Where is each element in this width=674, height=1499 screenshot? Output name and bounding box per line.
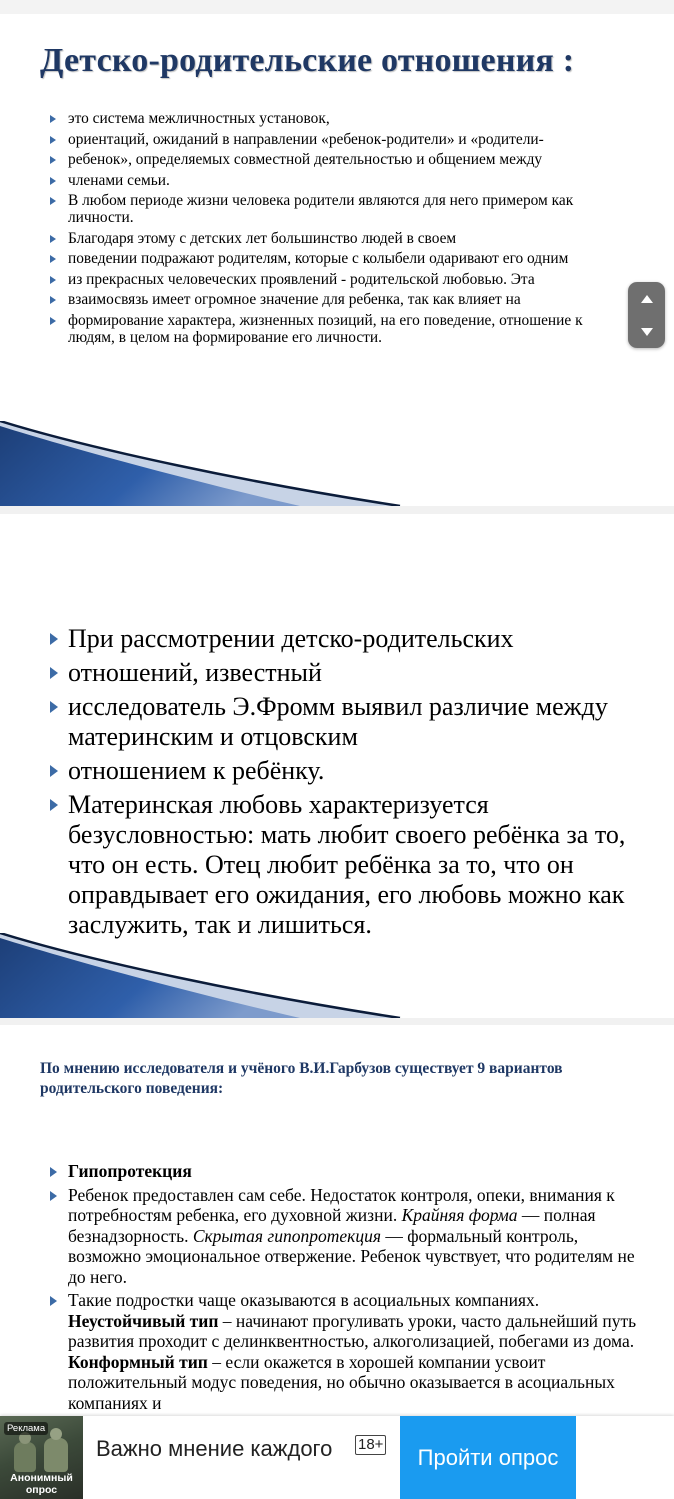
slide-2 [0,514,674,1018]
italic-term: Скрытая гипопротекция [192,1225,381,1246]
bullet-item: это система межличностных установок, [46,110,631,127]
slide-1 [0,14,674,506]
bullet-item: членами семьи. [46,172,631,189]
ad-figure [14,1442,36,1472]
text-run: — полная безнадзорность. [68,1205,596,1246]
scroll-down-button[interactable] [628,315,665,348]
arrow-up-icon [641,295,653,303]
scroll-controls [628,282,665,348]
bullet-item: взаимосвязь имеет огромное значение для ребенка, так как влияет на [46,291,631,308]
text-run: Такие подростки чаще оказываются в асоциальных компаниях. [68,1290,540,1310]
ad-banner[interactable] [0,1416,674,1499]
italic-term: Крайняя форма [401,1205,518,1225]
bullet-item: формирование характера, жизненных позиций, на его поведение, отношение к людям, в целом на формирование его личности. [46,312,631,346]
take-survey-button[interactable]: Пройти опрос [400,1416,576,1499]
arrow-down-icon [641,328,653,336]
slide-3-bullet-list [46,1161,646,1416]
text-run: — формальный контроль, возможно эмоциональное отвержение. Ребенок чувствует, что родителям не до него. [68,1225,635,1287]
ad-text: Важно мнение каждого [96,1436,333,1461]
slide-1-bullet-list [46,110,631,349]
bold-term: Неустойчивый тип [68,1310,219,1331]
bullet-item: отношением к ребёнку. [46,756,656,786]
text-run: Ребенок предоставлен сам себе. Недостаток контроля, опеки, внимания к потребностям ребенка, его духовной жизни. [68,1184,615,1225]
bullet-item: отношений, известный [46,658,656,688]
bullet-item [46,1161,646,1182]
text-run: – если окажется в хорошей компании усвоит положительный модус поведения, но обычно оказывается в асоциальных компаниях и [68,1351,615,1413]
ad-image-caption: Анонимный опрос [10,1472,73,1496]
ad-figure-head [50,1428,62,1440]
slide-decoration-swoosh [0,933,420,1018]
slide-3-title: По мнению исследователя и учёного В.И.Гарбузов существует 9 вариантов родительского поведения: [40,1060,563,1097]
top-strip [0,0,674,14]
bullet-item: Благодаря этому с детских лет большинство людей в своем [46,230,631,247]
ad-figure [44,1438,68,1472]
bullet-item: из прекрасных человеческих проявлений - родительской любовью. Эта [46,271,631,288]
bullet-item: поведении подражают родителям, которые с колыбели одаривают его одним [46,250,631,267]
bullet-item: ориентаций, ожиданий в направлении «ребенок-родители» и «родители- [46,131,631,148]
term-hypoprotection: Гипопротекция [68,1161,192,1181]
bullet-item [46,1290,646,1413]
bullet-item [46,1185,646,1288]
slide-1-title: Детско-родительские отношения : [40,42,575,79]
text-run: – начинают прогуливать уроки, часто дальнейший путь развития проходит с делинквентностью, алкоголизацией, побегами из дома. [68,1310,637,1351]
bold-term: Конформный тип [68,1351,208,1372]
slide-2-bullet-list [46,624,656,944]
slide-decoration-swoosh [0,421,420,506]
ad-label: Реклама [4,1422,48,1435]
bullet-item: В любом периоде жизни человека родители являются для него примером как личности. [46,192,631,226]
ad-image[interactable] [0,1416,83,1499]
age-rating-badge: 18+ [355,1435,386,1455]
bullet-item: Материнская любовь характеризуется безусловностью: мать любит своего ребёнка за то, что он есть. Отец любит ребёнка за то, что он оправдывает его ожидания, его любовь можно как заслужить, так и лишиться. [46,790,656,940]
bullet-item: ребенок», определяемых совместной деятельностью и общением между [46,151,631,168]
scroll-up-button[interactable] [628,282,665,315]
bullet-item: При рассмотрении детско-родительских [46,624,656,654]
bullet-item: исследователь Э.Фромм выявил различие между материнским и отцовским [46,692,656,752]
